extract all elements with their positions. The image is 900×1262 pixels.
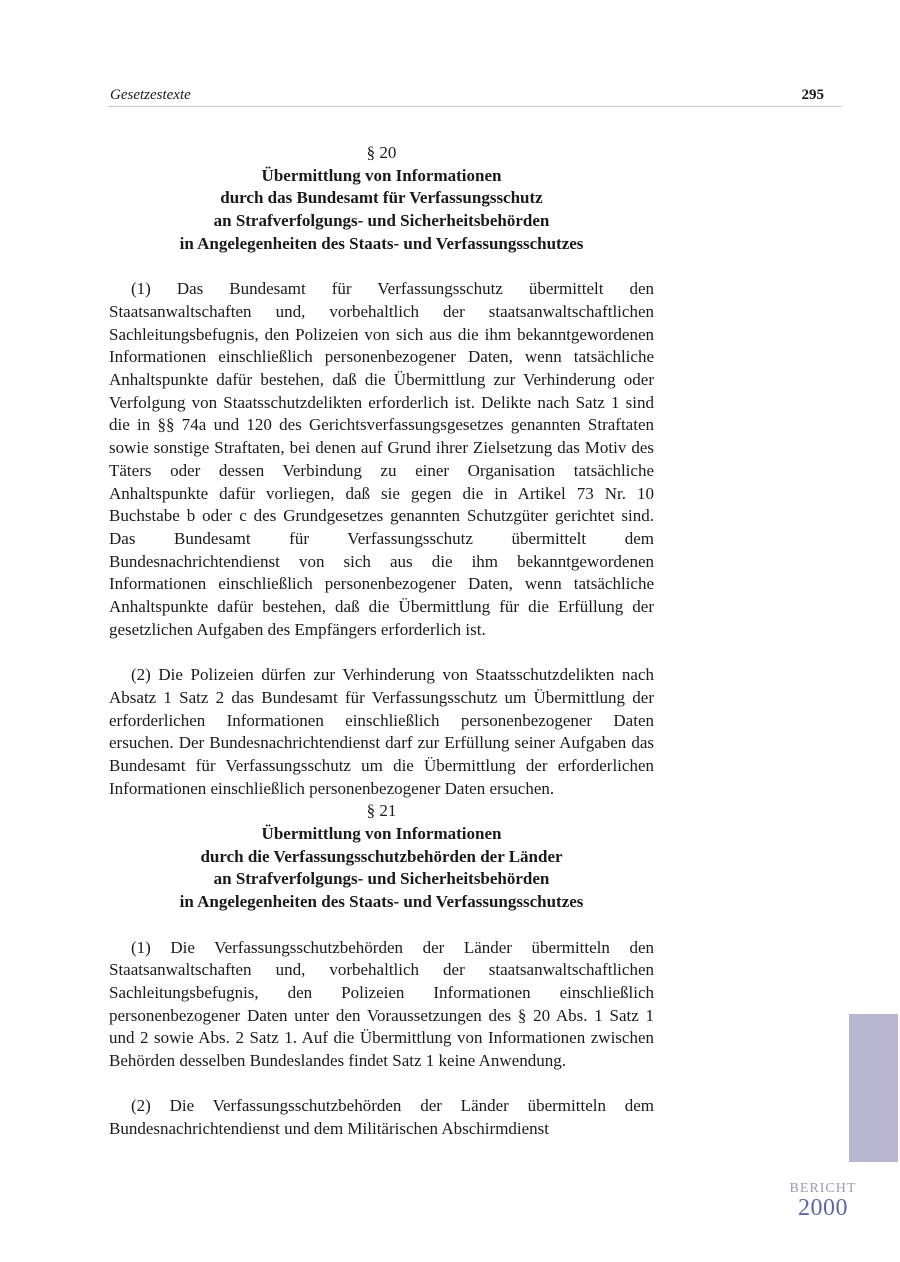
logo-word: BERICHT bbox=[789, 1181, 857, 1196]
logo-year: 2000 bbox=[798, 1195, 848, 1221]
section-heading-line: in Angelegenheiten des Staats- und Verfassungsschutzes bbox=[179, 892, 584, 912]
section-heading-line: Übermittlung von Informationen bbox=[261, 824, 502, 844]
section-heading-line: Übermittlung von Informationen bbox=[261, 165, 502, 185]
section-heading-line: an Strafverfolgungs- und Sicherheitsbehörden bbox=[213, 211, 550, 231]
paragraph: (2) Die Verfassungsschutzbehörden der Länder übermitteln dem Bundesnachrichtendienst und dem Militärischen Abschirmdienst bbox=[109, 1096, 654, 1139]
section-heading-line: an Strafverfolgungs- und Sicherheitsbehörden bbox=[213, 869, 550, 889]
section-21-heading bbox=[109, 800, 654, 914]
page-number: 295 bbox=[801, 87, 824, 103]
paragraph: (1) Das Bundesamt für Verfassungsschutz übermittelt den Staatsanwaltschaften und, vorbehaltlich der staatsanwaltschaftlichen Sachleitungsbefugnis, den Polizeien von sich aus die ihm bekanntgewordenen Informationen einschließlich personenbezogener Daten, wenn tatsächliche Anhaltspunkte dafür bestehen, daß die Übermittlung zur Verhinderung oder Verfolgung von Staatsschutzdelikten erforderlich ist. Delikte nach Satz 1 sind die in §§ 74a und 120 des Gerichtsverfassungsgesetzes genannten Straftaten sowie sonstige Straftaten, bei denen auf Grund ihrer Zielsetzung das Motiv des Täters oder dessen Verbindung zu einer Organisation tatsächliche Anhaltspunkte dafür vorliegen, daß sie gegen die in Artikel 73 Nr. 10 Buchstabe b oder c des Grundgesetzes genannten Schutzgüter gerichtet sind. Das Bundesamt für Verfassungsschutz übermittelt dem Bundesnachrichtendienst von sich aus die ihm bekanntgewordenen Informationen einschließlich personenbezogener Daten, wenn tatsächliche Anhaltspunkte dafür bestehen, daß die Übermittlung für die Erfüllung der gesetzlichen Aufgaben des Empfängers erforderlich ist. bbox=[109, 279, 654, 639]
section-20-heading bbox=[109, 142, 654, 256]
section-heading-line: in Angelegenheiten des Staats- und Verfassungsschutzes bbox=[179, 233, 584, 253]
paragraph: (2) Die Polizeien dürfen zur Verhinderung von Staatsschutzdelikten nach Absatz 1 Satz 2 das Bundesamt für Verfassungsschutz um Übermittlung der erforderlichen Informationen einschließlich personenbezogener Daten ersuchen. Der Bundesnachrichtendienst darf zur Erfüllung seiner Aufgaben das Bundesamt für Verfassungsschutz um die Übermittlung der erforderlichen Informationen einschließlich personenbezogener Daten ersuchen. bbox=[109, 665, 654, 798]
paragraph: (1) Die Verfassungsschutzbehörden der Länder übermitteln den Staatsanwaltschaften und, vorbehaltlich der staatsanwaltschaftlichen Sachleitungsbefugnis, den Polizeien Informationen einschließlich personenbezogener Daten unter den Voraussetzungen des § 20 Abs. 1 Satz 1 und 2 sowie Abs. 2 Satz 1. Auf die Übermittlung von Informationen zwischen Behörden desselben Bundeslandes findet Satz 1 keine Anwendung. bbox=[109, 937, 654, 1071]
side-thumb-tab bbox=[849, 1014, 898, 1162]
section-number: § 21 bbox=[366, 801, 397, 821]
running-header-title: Gesetzestexte bbox=[110, 87, 191, 103]
bericht-2000-logo bbox=[788, 1181, 858, 1219]
page-body bbox=[109, 142, 654, 1141]
running-header bbox=[108, 86, 842, 107]
section-heading-line: durch das Bundesamt für Verfassungsschutz bbox=[220, 188, 543, 208]
section-number: § 20 bbox=[366, 143, 397, 162]
section-heading-line: durch die Verfassungsschutzbehörden der Länder bbox=[200, 846, 563, 866]
